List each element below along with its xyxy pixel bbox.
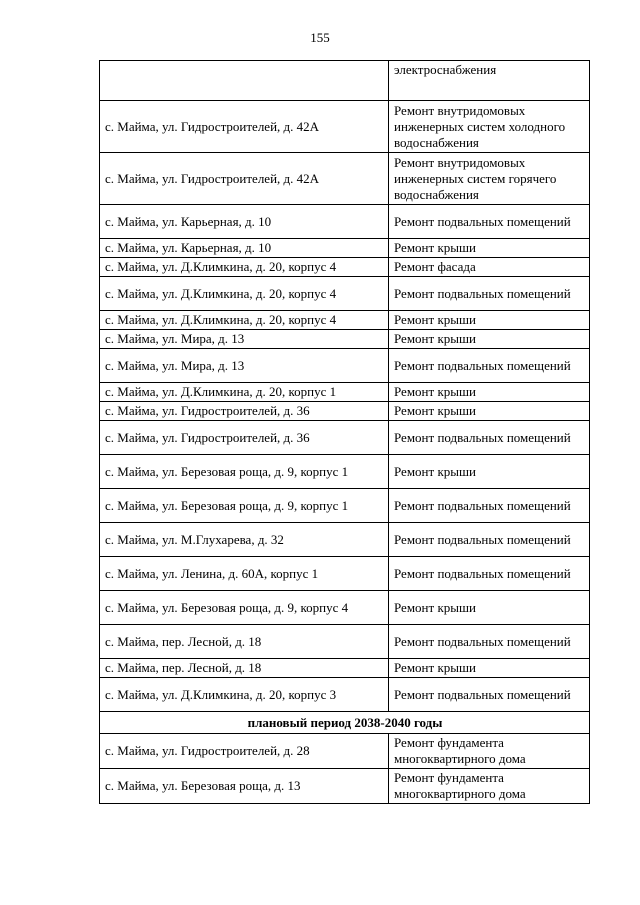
work-cell: Ремонт крыши [389, 383, 590, 402]
table-row [100, 625, 590, 659]
work-cell: Ремонт крыши [389, 659, 590, 678]
work-cell: Ремонт внутридомовых инженерных систем холодного водоснабжения [389, 101, 590, 153]
work-cell: Ремонт крыши [389, 591, 590, 625]
section-header-row [100, 712, 590, 734]
work-cell: Ремонт подвальных помещений [389, 625, 590, 659]
table-row [100, 678, 590, 712]
address-cell: с. Майма, ул. Гидростроителей, д. 36 [100, 421, 389, 455]
work-cell: Ремонт фундамента многоквартирного дома [389, 769, 590, 804]
address-cell: с. Майма, ул. Березовая роща, д. 9, корпус 4 [100, 591, 389, 625]
address-cell: с. Майма, ул. Березовая роща, д. 13 [100, 769, 389, 804]
table-row [100, 277, 590, 311]
table-row [100, 769, 590, 804]
address-cell: с. Майма, ул. Мира, д. 13 [100, 330, 389, 349]
work-cell: Ремонт подвальных помещений [389, 277, 590, 311]
table-row [100, 489, 590, 523]
address-cell: с. Майма, ул. Березовая роща, д. 9, корпус 1 [100, 455, 389, 489]
address-cell: с. Майма, ул. Д.Климкина, д. 20, корпус 1 [100, 383, 389, 402]
address-cell: с. Майма, ул. Карьерная, д. 10 [100, 239, 389, 258]
section-header: плановый период 2038-2040 годы [100, 712, 590, 734]
address-cell: с. Майма, ул. Карьерная, д. 10 [100, 205, 389, 239]
table-row [100, 258, 590, 277]
address-cell: с. Майма, пер. Лесной, д. 18 [100, 625, 389, 659]
work-cell: Ремонт крыши [389, 330, 590, 349]
work-cell: Ремонт внутридомовых инженерных систем горячего водоснабжения [389, 153, 590, 205]
work-cell: Ремонт подвальных помещений [389, 523, 590, 557]
work-cell: Ремонт подвальных помещений [389, 205, 590, 239]
page-number: 155 [310, 30, 330, 45]
address-cell: с. Майма, ул. Гидростроителей, д. 42А [100, 153, 389, 205]
works-table-body [100, 61, 590, 804]
work-cell: Ремонт фасада [389, 258, 590, 277]
work-cell: Ремонт крыши [389, 239, 590, 258]
address-cell: с. Майма, ул. Д.Климкина, д. 20, корпус 4 [100, 258, 389, 277]
table-row [100, 402, 590, 421]
address-cell: с. Майма, ул. Д.Климкина, д. 20, корпус 3 [100, 678, 389, 712]
work-cell: Ремонт подвальных помещений [389, 557, 590, 591]
table-row [100, 734, 590, 769]
address-cell: с. Майма, ул. М.Глухарева, д. 32 [100, 523, 389, 557]
table-row [100, 153, 590, 205]
table-row [100, 523, 590, 557]
table-row [100, 383, 590, 402]
table-row [100, 455, 590, 489]
address-cell [100, 61, 389, 101]
work-cell: Ремонт подвальных помещений [389, 489, 590, 523]
table-row [100, 557, 590, 591]
address-cell: с. Майма, ул. Ленина, д. 60А, корпус 1 [100, 557, 389, 591]
table-row [100, 101, 590, 153]
address-cell: с. Майма, ул. Гидростроителей, д. 42А [100, 101, 389, 153]
address-cell: с. Майма, ул. Гидростроителей, д. 36 [100, 402, 389, 421]
table-row [100, 61, 590, 101]
work-cell: Ремонт крыши [389, 311, 590, 330]
table-row [100, 591, 590, 625]
table-row [100, 349, 590, 383]
address-cell: с. Майма, ул. Мира, д. 13 [100, 349, 389, 383]
address-cell: с. Майма, пер. Лесной, д. 18 [100, 659, 389, 678]
table-row [100, 421, 590, 455]
work-cell: Ремонт крыши [389, 455, 590, 489]
work-cell: Ремонт крыши [389, 402, 590, 421]
work-cell: Ремонт подвальных помещений [389, 678, 590, 712]
works-table [99, 60, 590, 804]
table-row [100, 311, 590, 330]
work-cell: Ремонт фундамента многоквартирного дома [389, 734, 590, 769]
work-cell: электроснабжения [389, 61, 590, 101]
table-row [100, 205, 590, 239]
address-cell: с. Майма, ул. Д.Климкина, д. 20, корпус 4 [100, 277, 389, 311]
work-cell: Ремонт подвальных помещений [389, 349, 590, 383]
address-cell: с. Майма, ул. Д.Климкина, д. 20, корпус 4 [100, 311, 389, 330]
address-cell: с. Майма, ул. Гидростроителей, д. 28 [100, 734, 389, 769]
table-row [100, 239, 590, 258]
address-cell: с. Майма, ул. Березовая роща, д. 9, корпус 1 [100, 489, 389, 523]
table-row [100, 659, 590, 678]
work-cell: Ремонт подвальных помещений [389, 421, 590, 455]
table-row [100, 330, 590, 349]
